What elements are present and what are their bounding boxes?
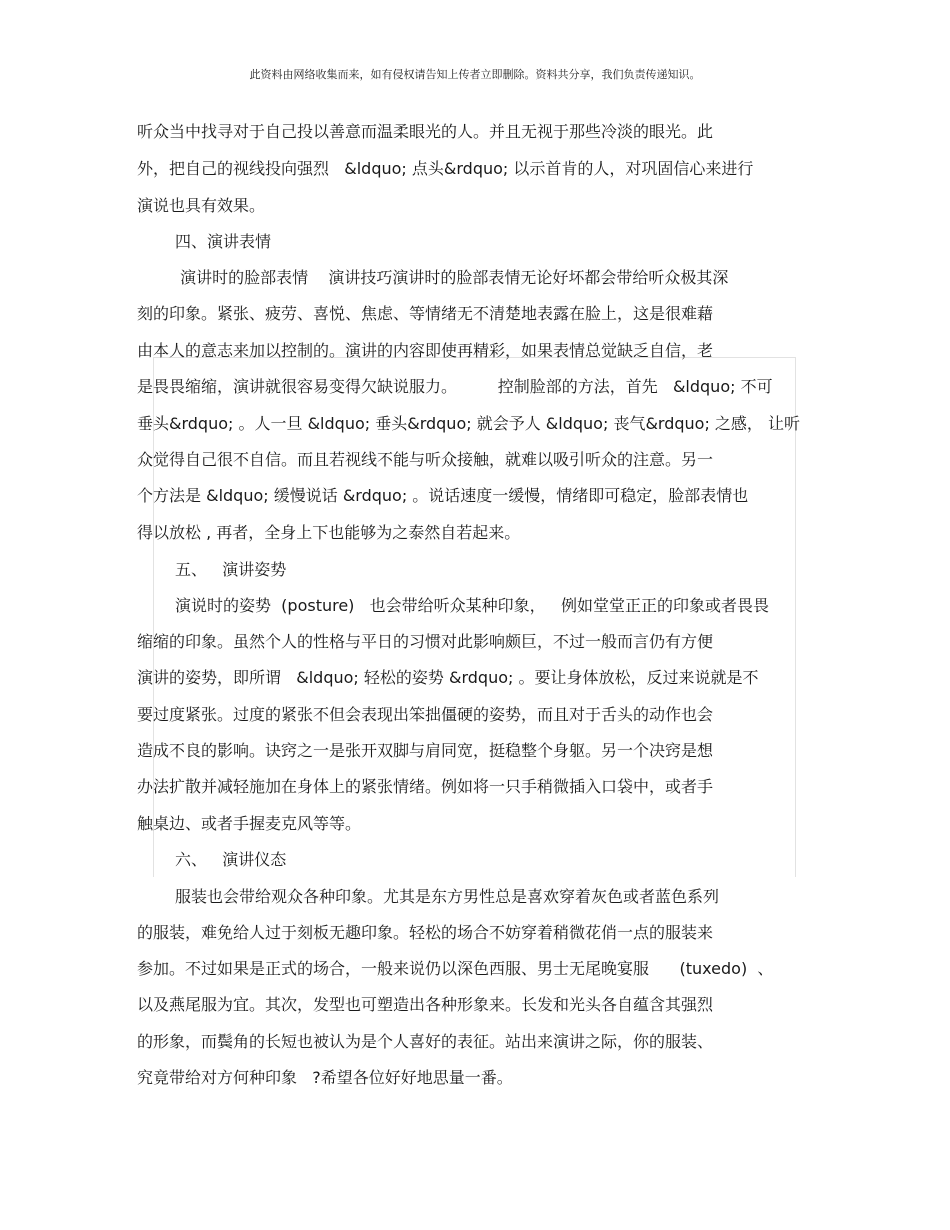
section-heading: 六、 演讲仪态: [175, 850, 287, 869]
paragraph-line: 由本人的意志来加以控制的。演讲的内容即使再精彩，如果表情总觉缺乏自信，老: [137, 341, 714, 360]
section-heading: 四、演讲表情: [175, 232, 272, 251]
paragraph-line: 究竟带给对方何种印象 ?希望各位好好地思量一番。: [137, 1068, 513, 1087]
paragraph-line: 听众当中找寻对于自己投以善意而温柔眼光的人。并且无视于那些冷淡的眼光。此: [137, 122, 714, 141]
paragraph-line: 众觉得自己很不自信。而且若视线不能与听众接触，就难以吸引听众的注意。另一: [137, 450, 714, 469]
paragraph-line: 服装也会带给观众各种印象。尤其是东方男性总是喜欢穿着灰色或者蓝色系列: [175, 887, 720, 906]
paragraph-line: 个方法是 &ldquo; 缓慢说话 &rdquo; 。说话速度一缓慢，情绪即可稳定，脸部表情也: [137, 486, 749, 505]
section-heading: 五、 演讲姿势: [175, 560, 287, 579]
paragraph-line: 触桌边、或者手握麦克风等等。: [137, 814, 362, 833]
paragraph-line: 演讲时的脸部表情 演讲技巧演讲时的脸部表情无论好坏都会带给听众极其深: [175, 268, 729, 287]
paragraph-line: 外，把自己的视线投向强烈 &ldquo; 点头&rdquo; 以示首肯的人，对巩固信心来进行: [137, 159, 754, 178]
paragraph-line: 缩缩的印象。虽然个人的性格与平日的习惯对此影响颇巨，不过一般而言仍有方便: [137, 632, 714, 651]
frame-border-right: [795, 357, 796, 877]
paragraph-line: 的服装，难免给人过于刻板无趣印象。轻松的场合不妨穿着稍微花俏一点的服装来: [137, 923, 714, 942]
paragraph-line: 演讲的姿势，即所谓 &ldquo; 轻松的姿势 &rdquo; 。要让身体放松，反过来说就是不: [137, 668, 759, 687]
paragraph-line: 以及燕尾服为宜。其次，发型也可塑造出各种形象来。长发和光头各自蕴含其强烈: [137, 995, 714, 1014]
paragraph-line: 得以放松 , 再者，全身上下也能够为之泰然自若起来。: [137, 523, 521, 542]
paragraph-line: 演说也具有效果。: [137, 196, 266, 215]
paragraph-line: 办法扩散并减轻施加在身体上的紧张情绪。例如将一只手稍微插入口袋中，或者手: [137, 777, 714, 796]
paragraph-line: 演说时的姿势 (posture) 也会带给听众某种印象， 例如堂堂正正的印象或者畏畏: [175, 596, 769, 615]
paragraph-line: 要过度紧张。过度的紧张不但会表现出笨拙僵硬的姿势，而且对于舌头的动作也会: [137, 705, 714, 724]
frame-border-left: [153, 357, 154, 877]
paragraph-line: 刻的印象。紧张、疲劳、喜悦、焦虑、等情绪无不清楚地表露在脸上，这是很难藉: [137, 304, 714, 323]
paragraph-line: 的形象，而鬓角的长短也被认为是个人喜好的表征。站出来演讲之际，你的服装、: [137, 1032, 714, 1051]
paragraph-line: 造成不良的影响。诀窍之一是张开双脚与肩同宽，挺稳整个身躯。另一个决窍是想: [137, 741, 714, 760]
paragraph-line: 垂头&rdquo; 。人一旦 &ldquo; 垂头&rdquo; 就会予人 &ldquo; 丧气&rdquo; 之感， 让听: [137, 414, 801, 433]
header-notice: 此资料由网络收集而来，如有侵权请告知上传者立即删除。资料共分享，我们负责传递知识。: [249, 68, 701, 81]
paragraph-line: 是畏畏缩缩，演讲就很容易变得欠缺说服力。 控制脸部的方法，首先 &ldquo; 不可: [137, 377, 773, 396]
paragraph-line: 参加。不过如果是正式的场合，一般来说仍以深色西服、男士无尾晚宴服 (tuxedo) 、: [137, 959, 774, 978]
